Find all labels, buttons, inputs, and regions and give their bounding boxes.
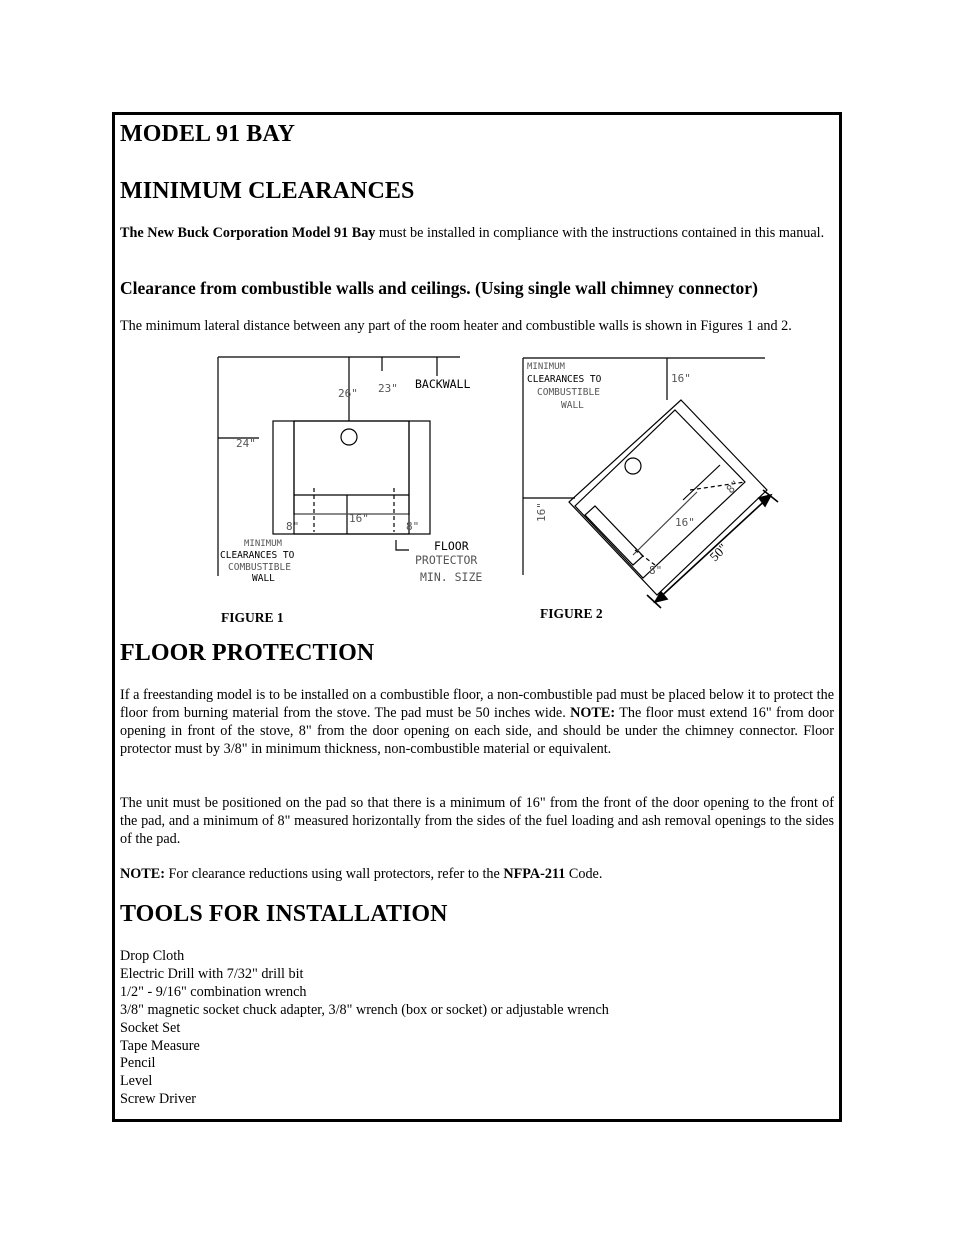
clearances-intro: [120, 224, 834, 242]
list-item: Electric Drill with 7/32" drill bit: [120, 965, 304, 982]
fig1-wall-label-3: COMBUSTIBLE: [228, 562, 291, 573]
fig1-dim-right: 8": [406, 520, 420, 533]
note-text-b: Code.: [565, 866, 603, 882]
fig2-wall-label-2: CLEARANCES TO: [527, 374, 602, 385]
fig2-flue: [625, 458, 641, 474]
fig1-dim-back-left: 26": [338, 387, 358, 400]
floor-note: [120, 865, 834, 883]
fig2-dim-top: 16": [671, 372, 691, 385]
page-title: MODEL 91 BAY: [120, 121, 296, 147]
fig2-floor-protector: [569, 400, 767, 595]
fig2-wall-label-3: COMBUSTIBLE: [537, 387, 600, 398]
note-label: NOTE:: [120, 866, 165, 882]
intro-bold: The New Buck Corporation Model 91 Bay: [120, 225, 376, 241]
list-item: Tape Measure: [120, 1037, 200, 1054]
fig1-wall-label-2: CLEARANCES TO: [220, 550, 295, 561]
fig1-backwall-label: BACKWALL: [415, 377, 471, 391]
fig2-dim-width: 50": [706, 540, 731, 565]
fig2-dim-side-top: 8": [723, 477, 743, 497]
fig1-wall-label-4: WALL: [252, 573, 275, 584]
fig1-flue: [341, 429, 357, 445]
list-item: 3/8" magnetic socket chuck adapter, 3/8" wrench (box or socket) or adjustable wrench: [120, 1001, 609, 1018]
clearances-heading: MINIMUM CLEARANCES: [120, 178, 415, 204]
list-item: Level: [120, 1073, 153, 1090]
fig1-dim-front: 16": [349, 512, 369, 525]
clearances-subheading: Clearance from combustible walls and ceilings. (Using single wall chimney connector): [120, 278, 758, 298]
fig1-wall-label-1: MINIMUM: [244, 539, 282, 549]
list-item: 1/2" - 9/16" combination wrench: [120, 983, 307, 1000]
fig1-floor-label-2: PROTECTOR: [415, 553, 478, 567]
note-code: NFPA-211: [503, 866, 566, 882]
list-item: Socket Set: [120, 1019, 181, 1036]
intro-rest: must be installed in compliance with the instructions contained in this manual.: [375, 225, 825, 241]
tools-list: [120, 948, 609, 1109]
floor-paragraph-2: The unit must be positioned on the pad so that there is a minimum of 16" from the front of the door opening to the front of the pad, and a minimum of 8" measured horizontally from the sides of the fuel loading and ash removal openings to the sides of the pad.: [120, 795, 834, 847]
floor-p1-note: NOTE:: [570, 705, 616, 721]
fig2-wall-label-1: MINIMUM: [527, 362, 565, 372]
figure-2-diagram: [515, 350, 785, 615]
lateral-text: The minimum lateral distance between any part of the room heater and combustible walls is shown in Figures 1 and 2.: [120, 318, 792, 334]
note-text-a: For clearance reductions using wall protectors, refer to the: [164, 866, 504, 882]
figure-1-caption: FIGURE 1: [221, 610, 284, 625]
list-item: Drop Cloth: [120, 948, 185, 964]
fig2-dim-side-bottom: 8": [649, 564, 663, 577]
fig1-floor-label-1: FLOOR: [434, 539, 469, 553]
figure-1-diagram: [210, 350, 510, 590]
floor-p1-part-a: If a freestanding model is to be installed on a combustible floor, a non-combustible pad must be placed below it to protect the floor from burning material from the stove. The pad must be 50 inches wide.: [120, 687, 834, 721]
fig2-dim-front: 16": [675, 516, 695, 529]
fig2-dim-left: 16": [535, 502, 548, 522]
fig1-dim-back-right: 23": [378, 382, 398, 395]
fig1-floor-label-3: MIN. SIZE: [420, 570, 483, 584]
fig2-wall-label-4: WALL: [561, 400, 584, 411]
tools-heading: TOOLS FOR INSTALLATION: [120, 901, 448, 927]
floor-paragraph-1: [120, 686, 834, 758]
floor-p1-part-b: The floor must extend 16" from door opening in front of the stove, 8" from the door opening on each side, and should be under the chimney connector. Floor protector must by 3/8" in minimum thickness, non-combustible material or equivalent.: [120, 705, 834, 757]
list-item: Screw Driver: [120, 1091, 197, 1108]
figure-2-caption: FIGURE 2: [540, 606, 603, 621]
fig1-dim-side: 24": [236, 437, 256, 450]
floor-heading: FLOOR PROTECTION: [120, 640, 375, 666]
list-item: Pencil: [120, 1055, 156, 1072]
fig1-dim-left: 8": [286, 520, 300, 533]
